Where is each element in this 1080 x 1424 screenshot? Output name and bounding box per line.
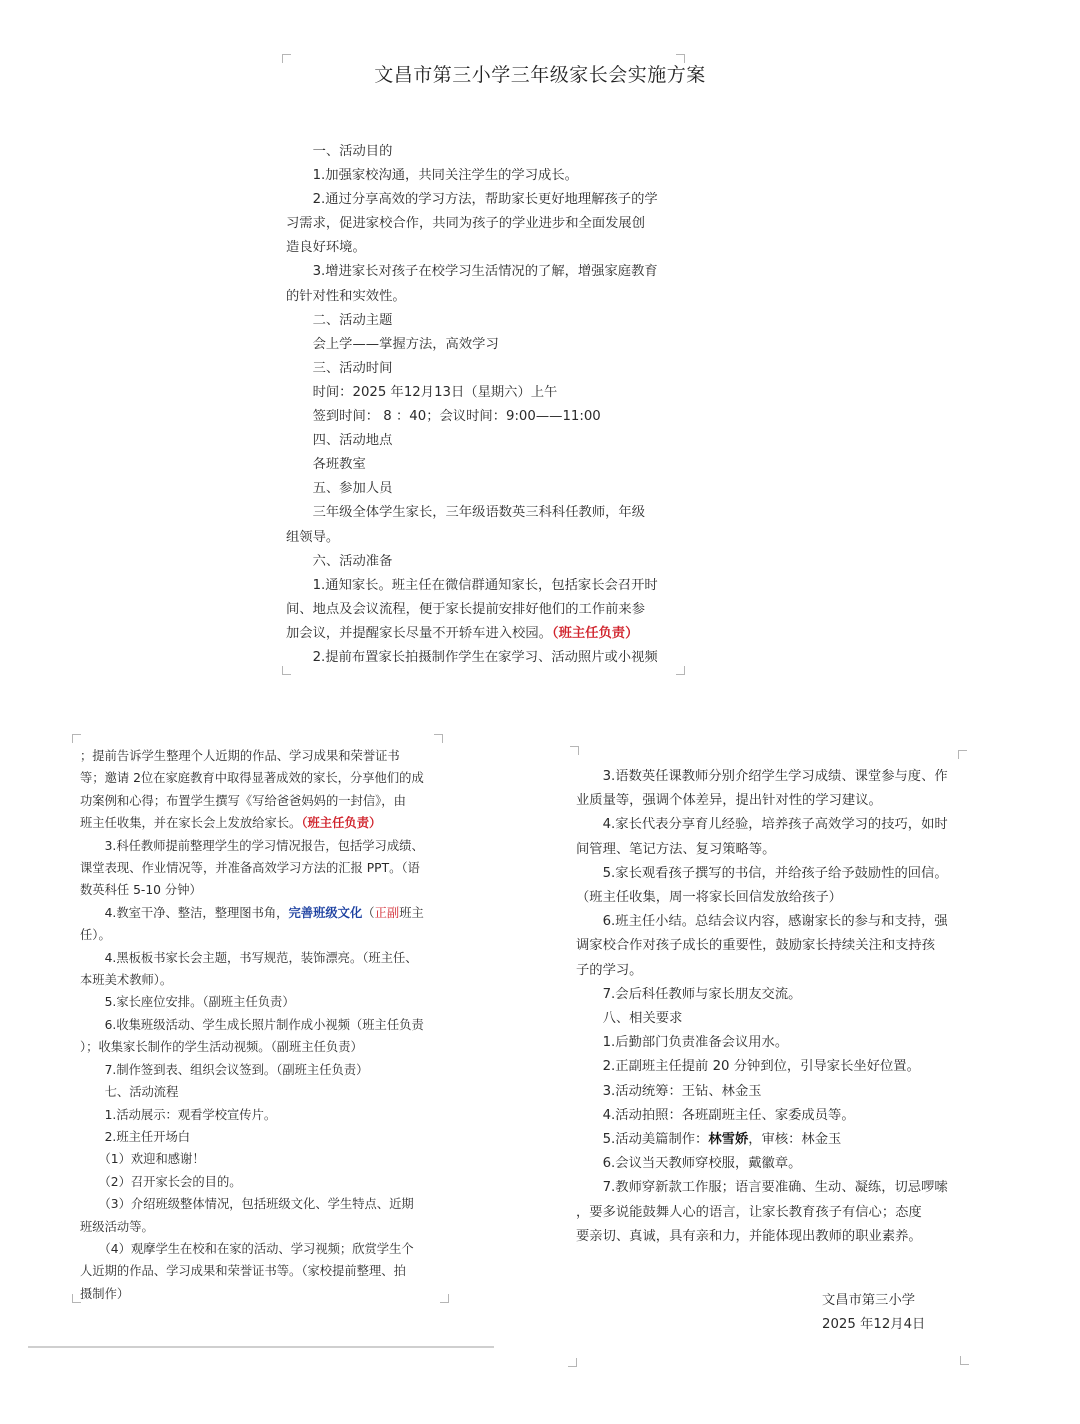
text-line: 班级活动等。 [80, 1219, 154, 1234]
text-line [80, 812, 450, 834]
text-line: 6.会议当天教师穿校服，戴徽章。 [576, 1156, 802, 1172]
crop-mark [960, 1356, 969, 1365]
text-line: 二、活动主题 [286, 312, 393, 328]
text-line: （1）欢迎和感谢！ [80, 1152, 205, 1167]
text-line: 3.科任教师提前整理学生的学习情况报告，包括学习成绩、 [80, 838, 424, 853]
signature-date: 2025 年12月4日 [822, 1317, 926, 1332]
text-line: 7.制作签到表、组织会议签到。（副班主任负责） [80, 1062, 369, 1077]
text-line: 2.提前布置家长拍摄制作学生在家学习、活动照片或小视频 [286, 649, 658, 665]
text-line: 7.会后科任教师与家长朋友交流。 [576, 986, 802, 1002]
text-span: 加会议，并提醒家长尽量不开轿车进入校园。 [286, 625, 552, 641]
text-line: 1.活动展示：观看学校宣传片。 [80, 1107, 277, 1122]
text-line: 一、活动目的 [286, 144, 393, 159]
text-line: 摄制作） [80, 1286, 130, 1301]
text-line: 3.活动统筹：王钻、林金玉 [576, 1083, 762, 1099]
crop-mark [568, 1358, 577, 1367]
text-line: 任）。 [80, 928, 111, 943]
text-line: 子的学习。 [576, 962, 643, 978]
text-span: （ [362, 905, 375, 920]
text-line: 七、活动流程 [80, 1085, 179, 1100]
text-line: ；提前告诉学生整理个人近期的作品、学习成果和荣誉证书 [80, 749, 400, 763]
text-line: 功案例和心得；布置学生撰写《写给爸爸妈妈的一封信》，由 [80, 793, 406, 808]
text-line: 三年级全体学生家长，三年级语数英三科科任教师，年级 [286, 505, 646, 521]
text-line: （4）观摩学生在校和在家的活动、学习视频；欣赏学生个 [80, 1241, 414, 1256]
text-line: 组领导。 [286, 529, 340, 545]
text-line: 课堂表现、作业情况等，并准备高效学习方法的汇报 PPT。（语 [80, 861, 420, 876]
text-line: 7.教师穿新款工作服；语言要准确、生动、凝练，切忌啰嗦 [576, 1180, 948, 1196]
text-line: 各班教室 [286, 457, 366, 473]
crop-mark [958, 750, 967, 759]
text-line: 3.增进家长对孩子在校学习生活情况的了解，增强家庭教育 [286, 264, 658, 280]
responsible-note: （班主任负责） [551, 625, 639, 641]
text-line [80, 902, 450, 924]
text-line: 的针对性和实效性。 [286, 288, 406, 304]
crop-mark [570, 746, 579, 755]
page-title: 文昌市第三小学三年级家长会实施方案 [374, 64, 706, 86]
text-line: 八、相关要求 [576, 1011, 683, 1027]
scan-edge-line [28, 1346, 494, 1348]
text-line: 要亲切、真诚，具有亲和力，并能体现出教师的职业素养。 [576, 1228, 922, 1244]
crop-mark [434, 734, 443, 743]
text-line: ）；收集家长制作的学生活动视频。（副班主任负责） [80, 1040, 363, 1055]
text-line [576, 1128, 968, 1152]
text-line: 2.班主任开场白 [80, 1129, 191, 1144]
text-line: 3.语数英任课教师分别介绍学生学习成绩、课堂参与度、作 [576, 769, 948, 784]
text-line: ，要多说能鼓舞人心的语言，让家长教育孩子有信心；态度 [576, 1204, 922, 1220]
text-line: 习需求，促进家校合作，共同为孩子的学业进步和全面发展创 [286, 216, 646, 232]
text-line [286, 622, 686, 646]
text-line: （班主任收集，周一将家长回信发放给孩子） [576, 890, 842, 906]
text-span: 4.教室干净、整洁，整理图书角， [80, 905, 289, 920]
text-line: 5.家长座位安排。（副班主任负责） [80, 995, 295, 1010]
text-line: 1.后勤部门负责准备会议用水。 [576, 1035, 789, 1051]
text-line: 六、活动准备 [286, 553, 393, 569]
text-span: ，审核：林金玉 [748, 1132, 842, 1148]
text-line: 四、活动地点 [286, 433, 393, 449]
text-line: 五、参加人员 [286, 481, 393, 497]
text-line: 时间：2025 年12月13日（星期六）上午 [286, 384, 558, 400]
text-line: 调家校合作对孩子成长的重要性，鼓励家长持续关注和支持孩 [576, 938, 936, 954]
highlight-text: 林雪娇 [708, 1132, 749, 1148]
signature-block [822, 1289, 925, 1337]
text-line: 4.黑板板书家长会主题，书写规范，装饰漂亮。（班主任、 [80, 950, 418, 965]
text-line: 等；邀请 2位在家庭教育中取得显著成效的家长，分享他们的成 [80, 771, 424, 786]
text-line: 业质量等，强调个体差异，提出针对性的学习建议。 [576, 793, 882, 809]
text-line: 1.加强家校沟通，共同关注学生的学习成长。 [286, 168, 578, 184]
text-line: 三、活动时间 [286, 360, 393, 376]
text-span: 5.活动美篇制作： [576, 1132, 709, 1148]
text-line: 6.收集班级活动、学生成长照片制作成小视频（班主任负责 [80, 1017, 424, 1032]
right-section [576, 765, 968, 1249]
left-section [80, 745, 450, 1305]
text-line: 会上学——掌握方法，高效学习 [286, 336, 499, 352]
crop-mark [72, 734, 81, 743]
highlight-text: 正副 [374, 905, 400, 920]
text-line: 人近期的作品、学习成果和荣誉证书等。（家校提前整理、拍 [80, 1264, 406, 1279]
text-span: 班主任收集，并在家长会上发放给家长。 [80, 816, 302, 831]
text-line: 签到时间： 8 ：40；会议时间：9:00——11:00 [286, 409, 601, 425]
text-line: 间管理、笔记方法、复习策略等。 [576, 841, 776, 857]
signature-school: 文昌市第三小学 [822, 1293, 916, 1308]
text-line: 4.家长代表分享育儿经验，培养孩子高效学习的技巧，如时 [576, 817, 948, 833]
text-line: 1.通知家长。班主任在微信群通知家长，包括家长会召开时 [286, 577, 658, 593]
text-line: 间、地点及会议流程，便于家长提前安排好他们的工作前来参 [286, 601, 646, 617]
text-line: （2）召开家长会的目的。 [80, 1174, 242, 1189]
text-line: 造良好环境。 [286, 240, 366, 256]
text-line: 本班美术教师）。 [80, 973, 173, 988]
text-line: （3）介绍班级整体情况，包括班级文化、学生特点、近期 [80, 1197, 414, 1212]
text-span: 班主 [399, 905, 424, 920]
text-line: 6.班主任小结。总结会议内容，感谢家长的参与和支持，强 [576, 914, 948, 930]
text-line: 2.通过分享高效的学习方法，帮助家长更好地理解孩子的学 [286, 192, 658, 208]
text-line: 数英科任 5-10 分钟） [80, 883, 202, 898]
responsible-note: （班主任负责） [301, 816, 382, 831]
highlight-text: 完善班级文化 [288, 905, 363, 920]
top-section [286, 140, 686, 670]
text-line: 4.活动拍照：各班副班主任、家委成员等。 [576, 1107, 855, 1123]
text-line: 5.家长观看孩子撰写的书信，并给孩子给予鼓励性的回信。 [576, 865, 948, 881]
text-line: 2.正副班主任提前 20 分钟到位，引导家长坐好位置。 [576, 1059, 920, 1075]
